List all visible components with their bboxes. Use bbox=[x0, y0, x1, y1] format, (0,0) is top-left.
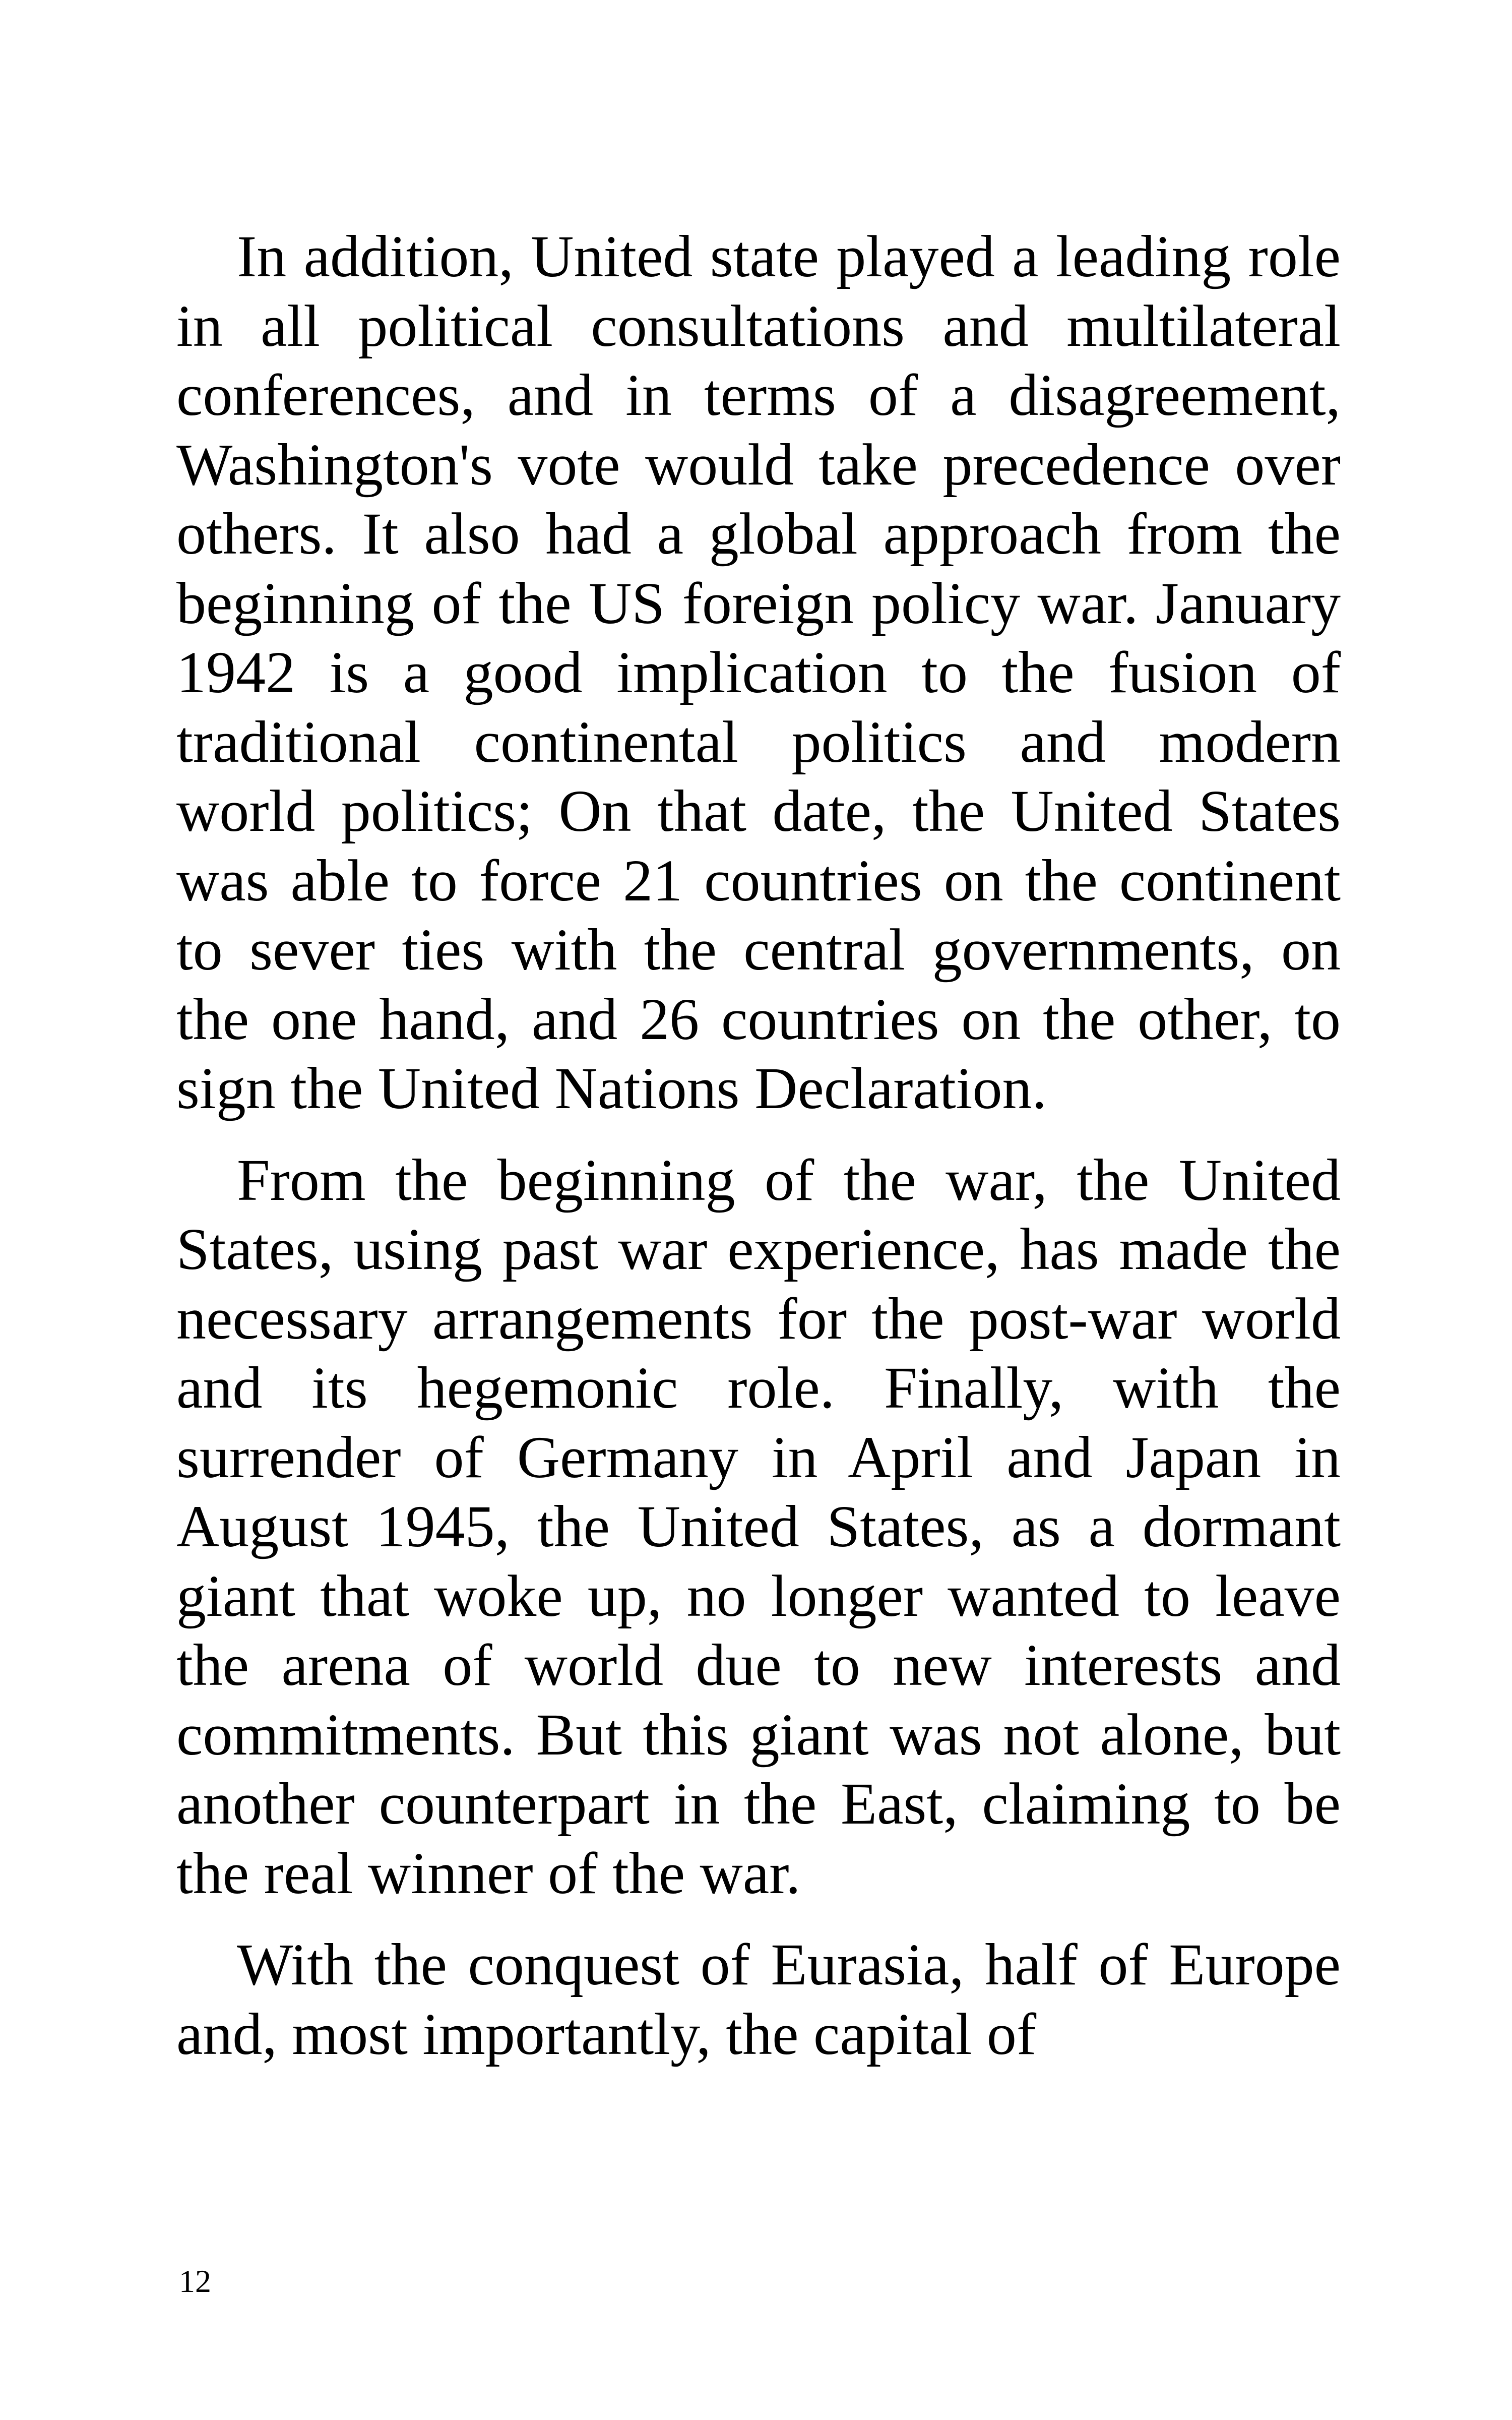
paragraph-2: From the beginning of the war, the United States, using past war experience, has made the necessary arrangements for the post-war world and its hegemonic role. Finally, with the surrender of Germany in April and Japan in August 1945, the United States, as a dormant giant that woke up, no longer wanted to leave the arena of world due to new interests and commitments. But this giant was not alone, but another counterpart in the East, claiming to be the real winner of the war. bbox=[176, 1146, 1341, 1906]
page-number: 12 bbox=[179, 2263, 211, 2299]
paragraph-3: With the conquest of Eurasia, half of Europe and, most importantly, the capital of bbox=[176, 1931, 1341, 2067]
paragraph-1: In addition, United state played a leading role in all political consultations and multilateral conferences, and in terms of a disagreement, Washington's vote would take precedence over others. It also had a global approach from the beginning of the US foreign policy war. January 1942 is a good implication to the fusion of traditional continental politics and modern world politics; On that date, the United States was able to force 21 countries on the continent to sever ties with the central governments, on the one hand, and 26 countries on the other, to sign the United Nations Declaration. bbox=[176, 223, 1341, 1121]
body-text bbox=[176, 222, 1341, 2069]
